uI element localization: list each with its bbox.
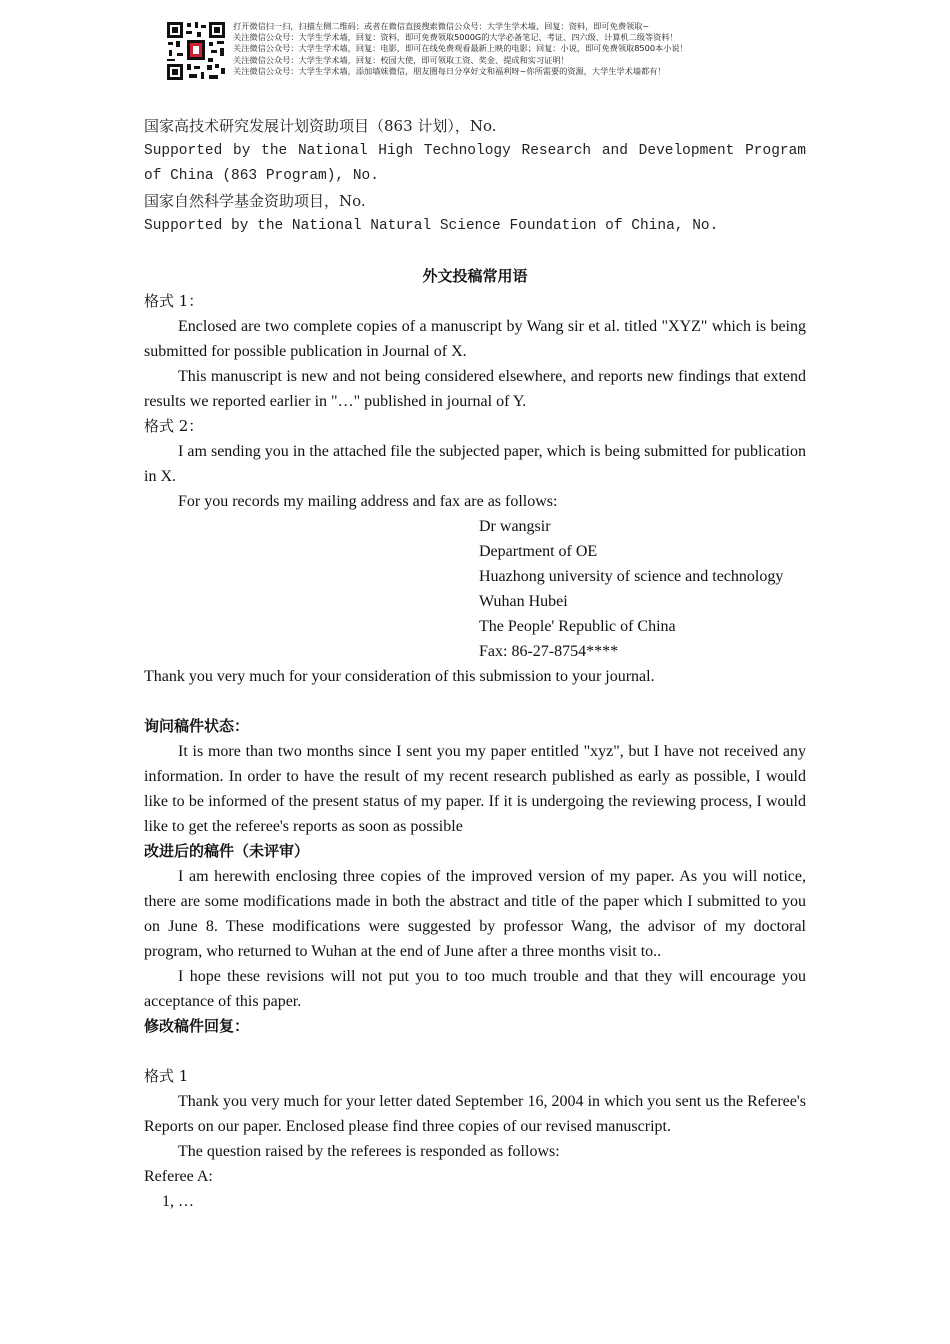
referee-label: Referee A:: [144, 1168, 213, 1185]
banner-line: 关注微信公众号：大学生学术墙，添加墙妹微信，朋友圈每日分享好文和福利呀~你所需要的资源，大学生学术墙都有！: [233, 65, 666, 76]
inquiry-paragraph: It is more than two months since I sent you my paper entitled "xyz", but I have not received any information. In order to have the result of my recent research published as early as possible, I would like to be informed of the present status of my paper. If it is undergoing the reviewing process, I would like to get the referee's reports as soon as possible: [144, 743, 806, 835]
improved-paragraph-2: I hope these revisions will not put you to too much trouble and that they will encourage you acceptance of this paper.: [144, 968, 806, 1010]
improved-heading: 改进后的稿件（未评审）: [144, 842, 310, 860]
referee-item: 1, …: [162, 1193, 194, 1210]
format1-paragraph-1: Enclosed are two complete copies of a manuscript by Wang sir et al. titled "XYZ" which is being submitted for possible publication in Journal of X.: [144, 318, 806, 360]
document-body: [144, 114, 806, 1214]
funding-nsfc-en: Supported by the National Natural Science Foundation of China, No.: [144, 218, 719, 234]
address-line: Wuhan Hubei: [479, 593, 568, 610]
promo-banner: [165, 20, 765, 86]
qr-code-icon[interactable]: [165, 20, 227, 82]
address-line: The People' Republic of China: [479, 618, 676, 635]
format2-paragraph-2: For you records my mailing address and fax are as follows:: [178, 493, 558, 510]
address-line: Dr wangsir: [479, 518, 551, 535]
address-line: Fax: 86-27-8754****: [479, 643, 619, 660]
section-title: 外文投稿常用语: [422, 267, 528, 285]
address-line: Huazhong university of science and technology: [479, 568, 784, 585]
format2-closing: Thank you very much for your consideration of this submission to your journal.: [144, 668, 655, 685]
banner-line: 关注微信公众号：大学生学术墙，回复：电影，即可在线免费观看最新上映的电影；回复：小说，即可免费领取8500本小说！: [233, 43, 688, 54]
revision-format-label: 格式 1: [144, 1067, 189, 1085]
banner-text: [233, 21, 773, 77]
improved-paragraph-1: I am herewith enclosing three copies of the improved version of my paper. As you will notice, there are some modifications made in both the abstract and title of the paper which I submitted to you on June 8. These modifications were suggested by professor Wang, the advisor of my doctoral program, who returned to Wuhan at the end of June after a three months visit to..: [144, 868, 806, 960]
banner-line: 打开微信扫一扫，扫描左侧二维码；或者在微信直接搜索微信公众号：大学生学术墙，回复：资料，即可免费领取~: [233, 21, 650, 31]
format2-paragraph-1: I am sending you in the attached file the subjected paper, which is being submitted for publication in X.: [144, 443, 806, 485]
format1-label: 格式 1：: [144, 292, 204, 310]
revision-paragraph-2: The question raised by the referees is responded as follows:: [178, 1143, 560, 1160]
revision-paragraph-1: Thank you very much for your letter dated September 16, 2004 in which you sent us the Referee's Reports on our paper. Enclosed please find three copies of our revised manuscript.: [144, 1093, 806, 1135]
format1-paragraph-2: This manuscript is new and not being considered elsewhere, and reports new findings that extend results we reported earlier in "…" published in journal of Y.: [144, 368, 806, 410]
format2-label: 格式 2：: [144, 417, 204, 435]
address-line: Department of OE: [479, 543, 598, 560]
inquiry-heading: 询问稿件状态：: [144, 717, 250, 735]
funding-nsfc-zh: 国家自然科学基金资助项目，No.: [144, 192, 366, 210]
revision-reply-heading: 修改稿件回复：: [144, 1017, 250, 1035]
banner-line: 关注微信公众号：大学生学术墙，回复：校园大使，即可领取工资、奖金、提成和实习证明！: [233, 54, 569, 65]
banner-line: 关注微信公众号：大学生学术墙，回复：资料，即可免费领取5000G的大学必备笔记、考证、四六级、计算机二级等资料！: [233, 32, 678, 43]
funding-863-en: Supported by the National High Technology Research and Development Program of China (863 Program), No.: [144, 143, 806, 184]
funding-863-zh: 国家高技术研究发展计划资助项目（863 计划），No.: [144, 117, 497, 135]
